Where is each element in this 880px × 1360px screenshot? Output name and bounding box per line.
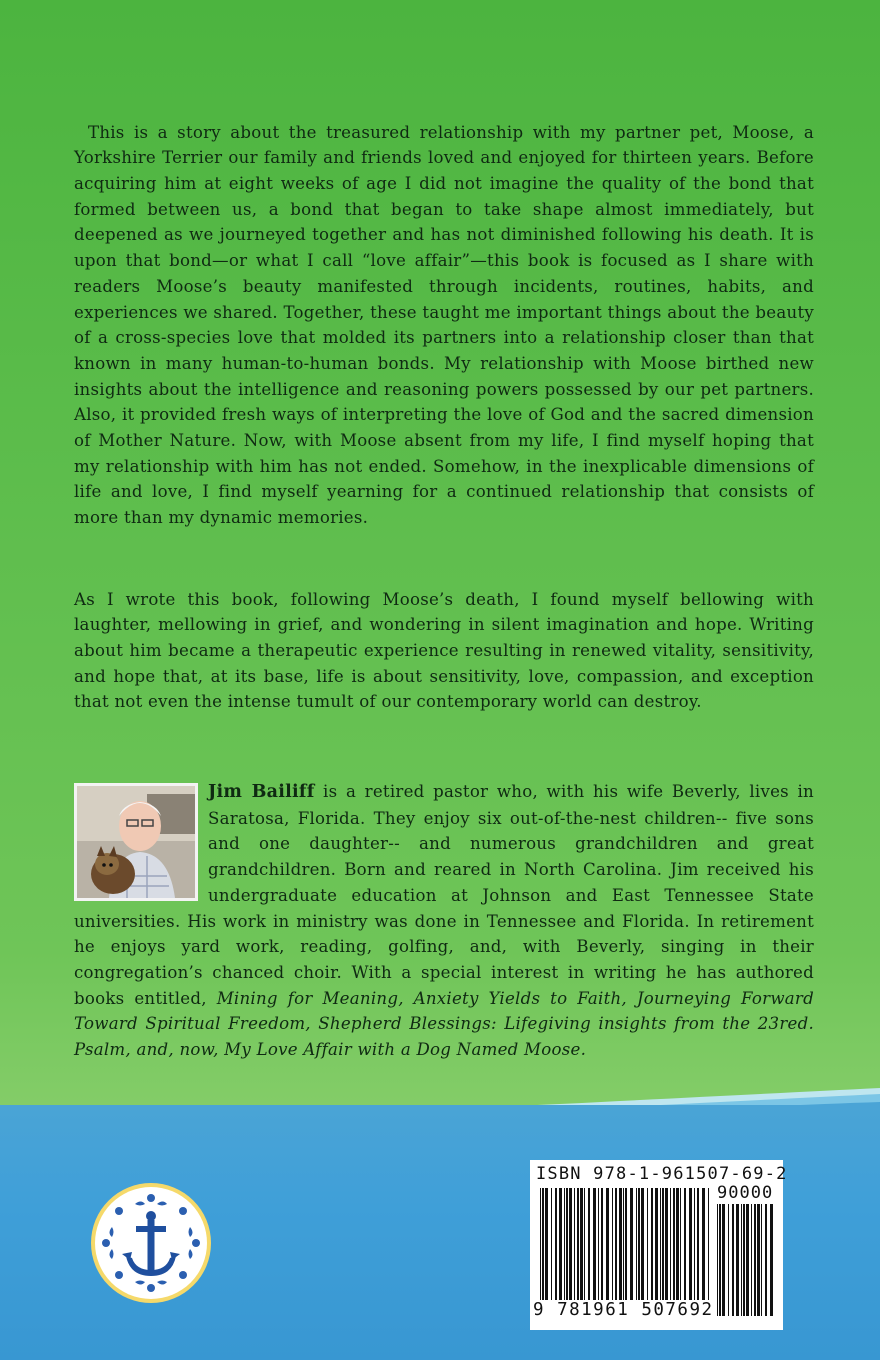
barcode-bar: [588, 1188, 590, 1300]
barcode-bar: [545, 1188, 548, 1313]
barcode-bar: [577, 1188, 579, 1300]
barcode-bar: [641, 1188, 644, 1300]
barcode-bar: [660, 1188, 661, 1300]
barcode-bar: [625, 1188, 627, 1313]
barcode-bar: [619, 1188, 622, 1300]
barcode-bar: [702, 1188, 705, 1300]
author-bio-text: is a retired pastor who, with his wife Beverly, lives in Saratosa, Florida. They enjoy six out-of-the-nest children-- five sons and one daughter-- and numerous grandchildren and great grandchildren. Born and reared in North Carolina. Jim received his undergraduate education at Johnson and East Tennessee State universities. His work in ministry was done in Tennessee and Florida. In retirement he enjoys yard work, reading, golfing, and, with Beverly, singing in their congregation’s chanced choir. With a special interest in writing he has authored books entitled,: [74, 782, 814, 1008]
barcode-bar: [615, 1188, 617, 1300]
barcode-bar: [665, 1188, 668, 1300]
author-bio: [74, 779, 814, 1063]
barcode-bar: [717, 1204, 718, 1316]
barcode-bar: [754, 1204, 756, 1316]
barcode-bar: [630, 1188, 633, 1300]
barcode-bar: [542, 1188, 544, 1313]
blurb-paragraph-1: This is a story about the treasured relationship with my partner pet, Moose, a Yorkshire Terrier our family and friends loved and enjoyed for thirteen years. Before acquiring him at eight weeks of age I did not imagine the quality of the bond that formed between us, a bond that began to take shape almost immediately, but deepened as we journeyed together and has not diminished following his death. It is upon that bond—or what I call “love affair”—this book is focused as I share with readers Moose’s beauty manifested through incidents, routines, habits, and experiences we shared. Together, these taught me important things about the beauty of a cross-species love that molded its partners into a relationship closer than that known in many human-to-human bonds. My relationship with Moose birthed new insights about the intelligence and reasoning powers possessed by our pet partners. Also, it provided fresh ways of interpreting the love of God and the sacred dimension of Mother Nature. Now, with Moose absent from my life, I find myself hoping that my relationship with him has not ended. Somehow, in the inexplicable dimensions of life and love, I find myself yearning for a continued relationship that consists of more than my dynamic memories.: [74, 122, 814, 528]
barcode-bar: [566, 1188, 568, 1300]
ean-barcode-bars: [538, 1188, 713, 1313]
barcode-bar: [651, 1188, 653, 1300]
barcode-bar: [574, 1188, 575, 1300]
barcode-bar: [680, 1188, 681, 1300]
barcode-bar: [722, 1204, 725, 1316]
barcode-bar: [673, 1188, 675, 1300]
barcode-bar: [736, 1204, 739, 1316]
barcode-bar: [623, 1188, 624, 1313]
barcode-bar: [612, 1188, 613, 1300]
barcode-bar: [564, 1188, 565, 1300]
barcode-bar: [638, 1188, 640, 1300]
barcode-bar: [770, 1204, 773, 1316]
barcode-bar: [719, 1204, 721, 1316]
barcode-bar: [555, 1188, 557, 1300]
publisher-logo: [90, 1182, 212, 1304]
barcode-bar: [655, 1188, 658, 1300]
barcode-bar: [559, 1188, 562, 1300]
barcode-bar: [697, 1188, 699, 1300]
blurb-paragraph-2: As I wrote this book, following Moose’s death, I found myself bellowing with laughter, mellowing in grief, and wondering in silent imagination and hope. Writing about him became a therapeutic experience resulting in renewed vitality, sensitivity, and hope that, at its base, life is about sensitivity, love, compassion, and exception that not even the intense tumult of our contemporary world can destroy.: [74, 589, 814, 712]
price-code: 90000: [717, 1183, 774, 1203]
barcode-bar: [676, 1188, 679, 1300]
ean-digits: 9 781961 507692: [533, 1300, 714, 1320]
barcode-bar: [694, 1188, 695, 1300]
barcode-bar: [601, 1188, 603, 1300]
barcode-bar: [684, 1188, 686, 1300]
barcode-bar: [670, 1188, 671, 1300]
barcode-bar: [636, 1188, 637, 1300]
barcode-bar: [732, 1204, 734, 1316]
barcode-bar: [647, 1188, 648, 1300]
barcode-bar: [761, 1204, 762, 1316]
barcode-bar: [551, 1188, 552, 1300]
barcode-bar: [598, 1188, 599, 1300]
author-name: Jim Bailiff: [208, 782, 315, 802]
barcode-bar: [662, 1188, 664, 1300]
barcode-bar: [708, 1188, 709, 1313]
barcode-bar: [728, 1204, 729, 1316]
barcode-bar: [757, 1204, 760, 1316]
barcode-bar: [569, 1188, 572, 1300]
barcode-bar: [580, 1188, 583, 1300]
addon-barcode-bars: [715, 1204, 777, 1316]
book-titles: Mining for Meaning, Anxiety Yields to Faith, Journeying Forward Toward Spiritual Freedom, Shepherd Blessings: Lifegiving insights from the 23red. Psalm, and, now, My Love Affair with a Dog Named Moose.: [74, 988, 814, 1060]
author-photo: [74, 783, 198, 901]
barcode-bar: [606, 1188, 609, 1300]
isbn-label: ISBN 978-1-961507-69-2: [536, 1164, 788, 1184]
barcode-bar: [584, 1188, 585, 1300]
barcode-bar: [751, 1204, 752, 1316]
anchor-icon: [90, 1182, 212, 1304]
barcode-bar: [765, 1204, 767, 1316]
barcode-bar: [593, 1188, 596, 1300]
isbn-barcode: [530, 1160, 788, 1330]
barcode-bar: [741, 1204, 742, 1316]
barcode-bar: [746, 1204, 749, 1316]
barcode-bar: [540, 1188, 541, 1313]
barcode-bar: [743, 1204, 745, 1316]
barcode-bar: [689, 1188, 692, 1300]
